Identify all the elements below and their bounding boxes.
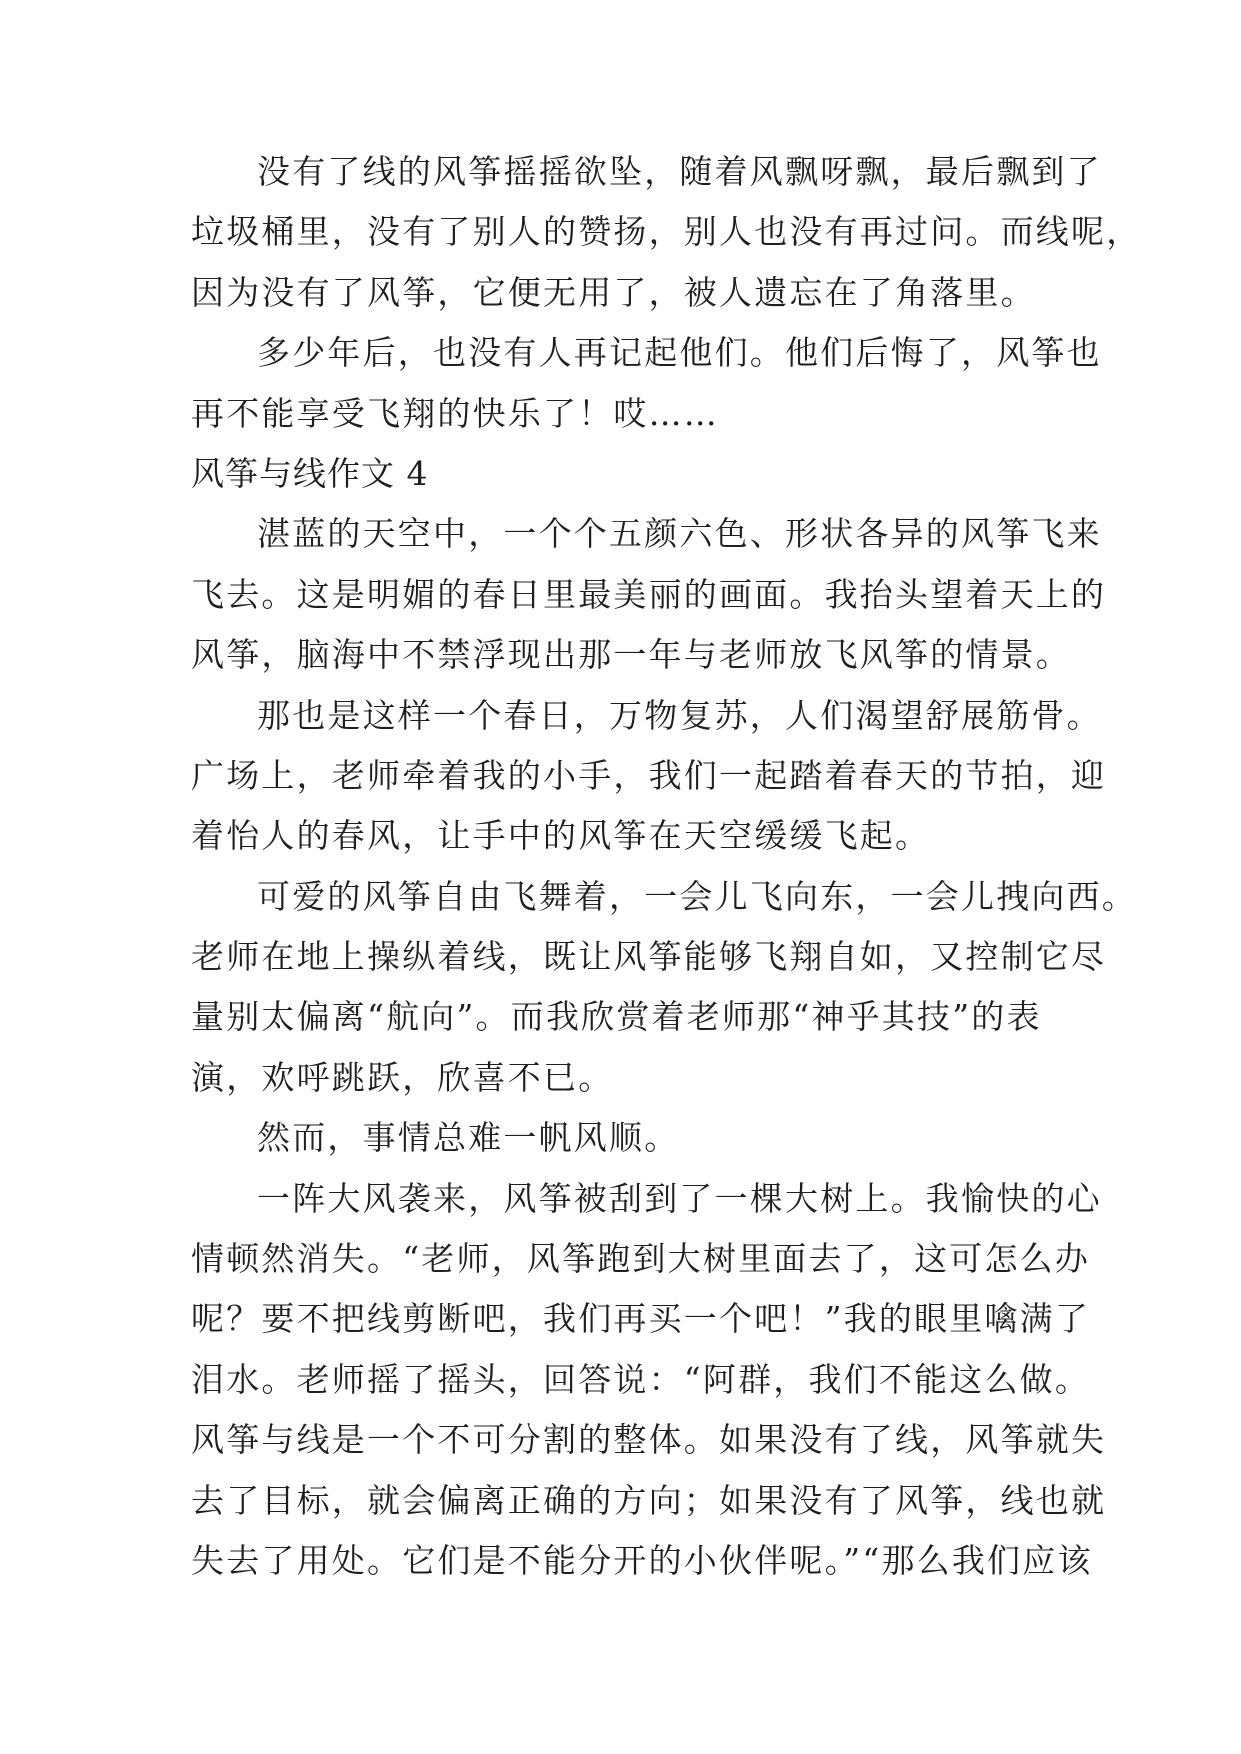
text-line: 演，欢呼跳跃，欣喜不已。 [191,1057,614,1097]
text-line: 广场上，老师牵着我的小手，我们一起踏着春天的节拍，迎 [191,755,1107,795]
text-line: 泪水。老师摇了摇头，回答说：“阿群，我们不能这么做。 [191,1359,1091,1399]
text-line: 去了目标，就会偏离正确的方向；如果没有了风筝，线也就 [191,1480,1107,1520]
text-line: 量别太偏离“航向”。而我欣赏着老师那“神乎其技”的表 [191,997,1042,1037]
text-line: 没有了线的风筝摇摇欲坠，随着风飘呀飘，最后飘到了 [257,152,1102,191]
text-line: 飞去。这是明媚的春日里最美丽的画面。我抬头望着天上的 [191,574,1107,614]
text-line: 多少年后，也没有人再记起他们。他们后悔了，风筝也 [257,333,1102,373]
document-body [191,142,1142,1591]
text-line: 可爱的风筝自由飞舞着，一会儿飞向东，一会儿拽向西。 [257,876,1137,916]
text-line: 再不能享受飞翔的快乐了！哎…… [191,393,719,433]
text-line: 因为没有了风筝，它便无用了，被人遗忘在了角落里。 [191,272,1036,312]
text-line: 一阵大风袭来，风筝被刮到了一棵大树上。我愉快的心 [257,1178,1102,1218]
text-line: 着怡人的春风，让手中的风筝在天空缓缓飞起。 [191,816,931,856]
text-line: 垃圾桶里，没有了别人的赞扬，别人也没有再过问。而线呢， [191,212,1142,252]
text-line: 湛蓝的天空中，一个个五颜六色、形状各异的风筝飞来 [257,514,1102,554]
text-line: 失去了用处。它们是不能分开的小伙伴呢。”“那么我们应该 [191,1540,1093,1580]
text-line: 呢？要不把线剪断吧，我们再买一个吧！”我的眼里噙满了 [191,1299,1091,1339]
text-line: 那也是这样一个春日，万物复苏，人们渴望舒展筋骨。 [257,695,1102,735]
text-line: 情顿然消失。“老师，风筝跑到大树里面去了，这可怎么办 [191,1239,1091,1279]
text-line: 风筝与线是一个不可分割的整体。如果没有了线，风筝就失 [191,1420,1107,1460]
text-line: 风筝，脑海中不禁浮现出那一年与老师放飞风筝的情景。 [191,635,1071,675]
text-line: 老师在地上操纵着线，既让风筝能够飞翔自如，又控制它尽 [191,937,1107,977]
section-heading: 风筝与线作文 4 [191,453,429,493]
text-line: 然而，事情总难一帆风顺。 [257,1118,680,1158]
